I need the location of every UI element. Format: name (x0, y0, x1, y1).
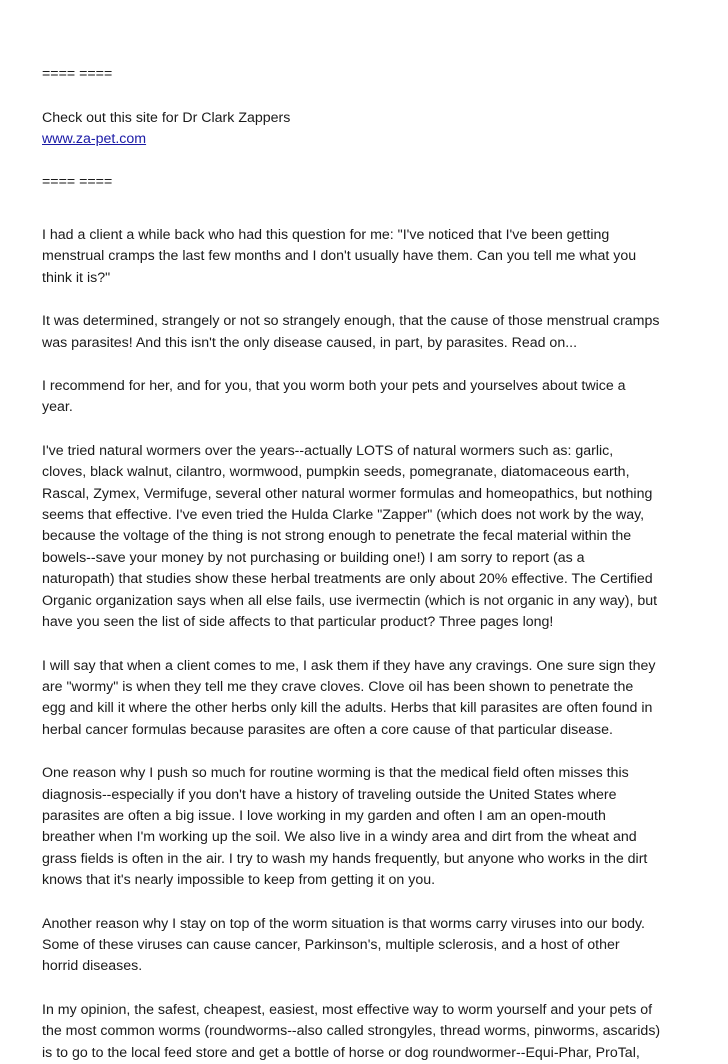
paragraph (42, 1000, 660, 1064)
paragraph-line: cloves, black walnut, cilantro, wormwood, pumpkin seeds, pomegranate, diatomaceous earth, (42, 464, 630, 481)
paragraph-line: are "wormy" is when they tell me they crave cloves. Clove oil has been shown to penetrate the (42, 678, 634, 695)
paragraph-line: In my opinion, the safest, cheapest, easiest, most effective way to worm yourself and your pets of (42, 1001, 653, 1018)
paragraph-line: Some of these viruses can cause cancer, Parkinson's, multiple sclerosis, and a host of other (42, 936, 620, 953)
paragraph-line: is to go to the local feed store and get a bottle of horse or dog roundwormer--Equi-Phar, ProTal, (42, 1044, 640, 1061)
separator-top: ==== ==== (42, 66, 113, 82)
paragraph-line: I've tried natural wormers over the years--actually LOTS of natural wormers such as: garlic, (42, 442, 614, 459)
paragraph-line: the most common worms (roundworms--also called strongyles, thread worms, pinworms, ascarids) (42, 1023, 661, 1040)
paragraph-line: I recommend for her, and for you, that you worm both your pets and yourselves about twice a (42, 378, 626, 395)
paragraph (42, 763, 660, 891)
paragraph-line: horrid diseases. (42, 958, 143, 975)
paragraph (42, 914, 660, 978)
paragraph-line: grass fields is often in the air. I try to wash my hands frequently, but anyone who works in the dirt (42, 850, 648, 867)
paragraph-line: have you seen the list of side affects to that particular product? Three pages long! (42, 614, 554, 631)
paragraph-line: I will say that when a client comes to me, I ask them if they have any cravings. One sure sign they (42, 657, 656, 674)
paragraph (42, 225, 660, 289)
za-pet-link[interactable]: www.za-pet.com (42, 131, 147, 148)
paragraph-line: Organic organization says when all else fails, use ivermectin (which is not organic in any way), but (42, 592, 658, 609)
paragraph-line: think it is?" (42, 269, 111, 286)
paragraph-line: breather when I'm working up the soil. We also live in a windy area and dirt from the wheat and (42, 829, 637, 846)
paragraph-line: It was determined, strangely or not so strangely enough, that the cause of those menstrual cramps (42, 313, 660, 330)
paragraph-line: parasites are often a big issue. I love working in my garden and often I am an open-mouth (42, 807, 606, 824)
separator-bottom: ==== ==== (42, 174, 113, 190)
paragraph-line: I had a client a while back who had this question for me: "I've noticed that I've been getting (42, 227, 610, 243)
paragraph-line: bowels--save your money by not purchasing or building one!) I am sorry to report (as a (42, 549, 585, 566)
paragraph-line: egg and kill it where the other herbs only kill the adults. Herbs that kill parasites are often found in (42, 700, 653, 717)
paragraph-line: One reason why I push so much for routine worming is that the medical field often misses this (42, 765, 629, 782)
paragraph-line: Another reason why I stay on top of the worm situation is that worms carry viruses into our body. (42, 915, 645, 932)
paragraph (42, 656, 660, 742)
paragraph-line: diagnosis--especially if you don't have a history of traveling outside the United States where (42, 786, 617, 803)
article-body (42, 225, 660, 1064)
paragraph-line: naturopath) that studies show these herbal treatments are only about 20% effective. The Certified (42, 571, 653, 588)
paragraph-line: because the voltage of the thing is not strong enough to penetrate the fecal material within the (42, 528, 632, 545)
paragraph-line: was parasites! And this isn't the only disease caused, in part, by parasites. Read on... (42, 334, 578, 351)
paragraph-line: knows that it's nearly impossible to keep from getting it on you. (42, 872, 436, 889)
paragraph (42, 441, 660, 634)
paragraph-line: seems that effective. I've even tried the Hulda Clarke "Zapper" (which does not work by the way, (42, 507, 645, 524)
paragraph-line: year. (42, 399, 73, 416)
paragraph-line: Rascal, Zymex, Vermifuge, several other natural wormer formulas and homeopathics, but nothing (42, 485, 653, 502)
paragraph-line: menstrual cramps the last few months and I don't usually have them. Can you tell me what you (42, 248, 637, 265)
paragraph-line: herbal cancer formulas because parasites are often a core cause of that particular disease. (42, 721, 613, 738)
paragraph (42, 376, 660, 419)
paragraph (42, 311, 660, 354)
intro-block (42, 108, 290, 151)
intro-text: Check out this site for Dr Clark Zappers (42, 110, 291, 126)
